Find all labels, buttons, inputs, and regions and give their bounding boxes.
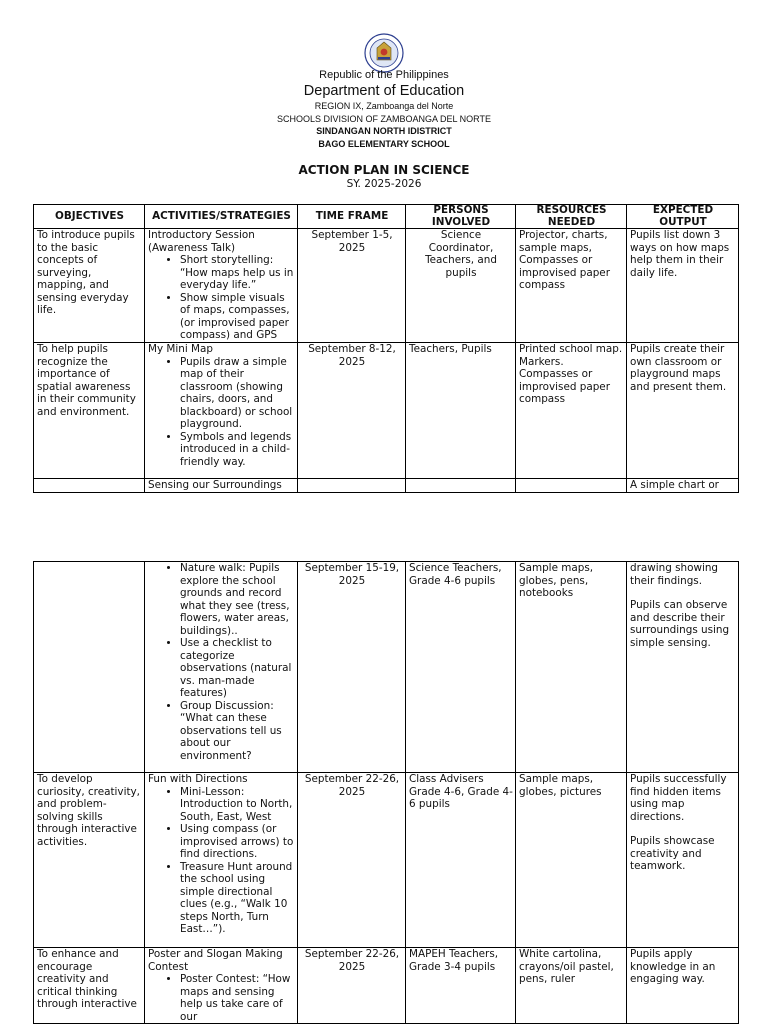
activity-cell xyxy=(145,343,298,479)
objective-cell xyxy=(34,562,145,773)
activity-list xyxy=(148,254,295,342)
header-output: EXPECTED OUTPUT xyxy=(627,205,739,229)
activity-title: My Mini Map xyxy=(148,343,213,355)
activity-cell xyxy=(145,562,298,773)
activity-bullet: • Nature walk: Pupils explore the school grounds and record what they see (tress, flowers, water areas, buildings).. xyxy=(180,562,295,637)
resources-cell: Sample maps, globes, pictures xyxy=(516,773,627,948)
activity-bullet: • Show simple visuals of maps, compasses, (or improvised paper compass) and GPS xyxy=(180,292,295,342)
table-row xyxy=(34,343,739,479)
output-cell: A simple chart or xyxy=(627,479,739,493)
activity-list xyxy=(148,973,295,1023)
resources-cell: Projector, charts, sample maps, Compasses or improvised paper compass xyxy=(516,229,627,343)
header-activities: ACTIVITIES/STRATEGIES xyxy=(145,205,298,229)
output-cell: Pupils apply knowledge in an engaging way. xyxy=(627,948,739,1024)
school-year: SY. 2025-2026 xyxy=(346,178,422,190)
district-heading: SINDANGAN NORTH IDISTRICT xyxy=(316,126,452,136)
activity-cell xyxy=(145,229,298,343)
table-row xyxy=(34,479,739,493)
resources-cell xyxy=(516,479,627,493)
time-frame-cell xyxy=(298,479,406,493)
persons-cell: MAPEH Teachers, Grade 3-4 pupils xyxy=(406,948,516,1024)
school-heading: BAGO ELEMENTARY SCHOOL xyxy=(318,139,450,149)
document-title: ACTION PLAN IN SCIENCE xyxy=(298,163,470,177)
table-row xyxy=(34,229,739,343)
deped-seal-logo xyxy=(364,33,404,73)
activity-bullet: • Mini-Lesson: Introduction to North, South, East, West xyxy=(180,786,295,824)
header-resources: RESOURCES NEEDED xyxy=(516,205,627,229)
output-cell: Pupils create their own classroom or playground maps and present them. xyxy=(627,343,739,479)
table-row xyxy=(34,948,739,1024)
activity-list xyxy=(148,356,295,469)
resources-cell: Printed school map. Markers. Compasses or improvised paper compass xyxy=(516,343,627,479)
activity-list xyxy=(148,562,295,762)
objective-cell: To help pupils recognize the importance of spatial awareness in their community and environment. xyxy=(34,343,145,479)
persons-cell: Class Advisers Grade 4-6, Grade 4-6 pupils xyxy=(406,773,516,948)
table-row xyxy=(34,562,739,773)
objective-cell xyxy=(34,479,145,493)
time-frame-cell: September 8-12, 2025 xyxy=(298,343,406,479)
activity-bullet: • Symbols and legends introduced in a child-friendly way. xyxy=(180,431,295,469)
table-header-row xyxy=(34,205,739,229)
objective-cell: To enhance and encourage creativity and critical thinking through interactive xyxy=(34,948,145,1024)
objective-cell: To develop curiosity, creativity, and problem-solving skills through interactive activities. xyxy=(34,773,145,948)
header-time-frame: TIME FRAME xyxy=(298,205,406,229)
output-text: Pupils showcase creativity and teamwork. xyxy=(630,835,715,872)
activity-list xyxy=(148,786,295,936)
activity-bullet: • Group Discussion: “What can these observations tell us about our environment? xyxy=(180,700,295,763)
output-cell xyxy=(627,773,739,948)
republic-heading: Republic of the Philippines xyxy=(319,69,449,81)
activity-title: Fun with Directions xyxy=(148,773,248,785)
activity-bullet: • Treasure Hunt around the school using simple directional clues (e.g., “Walk 10 steps North, Turn East…”). xyxy=(180,861,295,936)
persons-cell: Science Teachers, Grade 4-6 pupils xyxy=(406,562,516,773)
header-persons: PERSONS INVOLVED xyxy=(406,205,516,229)
activity-bullet: • Poster Contest: “How maps and sensing help us take care of our xyxy=(180,973,295,1023)
output-text: Pupils can observe and describe their surroundings using simple sensing. xyxy=(630,599,730,649)
region-heading: REGION IX, Zamboanga del Norte xyxy=(314,101,454,111)
time-frame-cell: September 15-19, 2025 xyxy=(298,562,406,773)
activity-title: Introductory Session (Awareness Talk) xyxy=(148,229,255,254)
activity-bullet: • Short storytelling: “How maps help us in everyday life.” xyxy=(180,254,295,292)
activity-cell xyxy=(145,773,298,948)
time-frame-cell: September 1-5, 2025 xyxy=(298,229,406,343)
output-text: drawing showing their findings. xyxy=(630,562,719,587)
activity-cell xyxy=(145,948,298,1024)
header-objectives: OBJECTIVES xyxy=(34,205,145,229)
resources-cell: Sample maps, globes, pens, notebooks xyxy=(516,562,627,773)
resources-cell: White cartolina, crayons/oil pastel, pens, ruler xyxy=(516,948,627,1024)
department-heading: Department of Education xyxy=(303,83,465,99)
action-plan-table-page-1 xyxy=(33,204,739,493)
activity-bullet: • Pupils draw a simple map of their classroom (showing chairs, doors, and blackboard) or school playground. xyxy=(180,356,295,431)
activity-bullet: • Using compass (or improvised arrows) to find directions. xyxy=(180,823,295,861)
persons-cell: Science Coordinator, Teachers, and pupils xyxy=(406,229,516,343)
output-cell: Pupils list down 3 ways on how maps help them in their daily life. xyxy=(627,229,739,343)
persons-cell: Teachers, Pupils xyxy=(406,343,516,479)
activity-title: Sensing our Surroundings xyxy=(145,479,298,493)
output-text: Pupils successfully find hidden items using map directions. xyxy=(630,773,727,823)
table-row xyxy=(34,773,739,948)
action-plan-table-page-2 xyxy=(33,561,739,1024)
time-frame-cell: September 22-26, 2025 xyxy=(298,948,406,1024)
division-heading: SCHOOLS DIVISION OF ZAMBOANGA DEL NORTE xyxy=(276,114,492,124)
persons-cell xyxy=(406,479,516,493)
time-frame-cell: September 22-26, 2025 xyxy=(298,773,406,948)
activity-title: Poster and Slogan Making Contest xyxy=(148,948,283,973)
objective-cell: To introduce pupils to the basic concepts of surveying, mapping, and sensing everyday life. xyxy=(34,229,145,343)
activity-bullet: • Use a checklist to categorize observations (natural vs. man-made features) xyxy=(180,637,295,700)
output-cell xyxy=(627,562,739,773)
